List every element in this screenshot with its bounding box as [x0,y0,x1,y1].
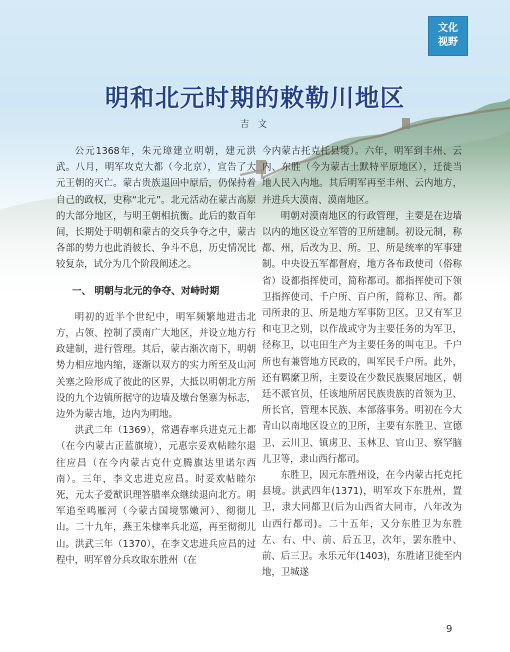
section-heading: 一、 明朝与北元的争夺、对峙时期 [72,285,220,297]
paragraph: 洪武二年（1369），常遇春率兵进克元上都（在今内蒙古正蓝旗境），元惠宗妥欢帖睦尔退往应昌（在今内蒙古克什克腾旗达里诺尔西南）。三年，李文忠进克应昌。时妥欢帖睦尔死，元太子爱猷识理答腊率众继续退向北方。明军追至鸣雁河（今蒙古国境鄂嫩河）、彻彻儿山。二十九年，燕王朱棣率兵北巡，再至彻彻儿山。洪武三年（1370），在李文忠进兵应昌的过程中，明军曾分兵攻取东胜州（在 [56,425,256,566]
right-column [262,144,462,581]
paragraph: 今内蒙古托克托县境）。六年，明军到丰州、云内、东胜（今为蒙古土默特平原地区），迁徙当地人民入内地。其后明军再至丰州、云内地方，并进兵大漠南、漠南地区。 [262,146,462,206]
page-number: 9 [446,624,453,635]
left-column [56,144,256,569]
column-badge-line-1: 文化 [438,23,458,34]
paragraph: 东胜卫，因元东胜州设，在今内蒙古托克托县境。洪武四年(1371)，明军攻下东胜州，置卫，隶大同都卫(后为山西省大同市，八年改为山西行都司)。二十五年，又分东胜卫为东胜左、右、中、前、后五卫，次年，罢东胜中、前、后三卫。永乐元年(1403)，东胜诸卫徙至内地，卫城遂 [262,470,462,579]
paragraph: 公元1368年，朱元璋建立明朝，建元洪武。八月，明军攻克大都（今北京），宣告了大元王朝的灭亡。蒙古贵族退回中原后，仍保持着自己的政权，史称“北元”。北元活动在蒙古高原的大部分地区，与明王朝相抗衡。此后的数百年间，长期处于明朝和蒙古的交兵争夺之中，蒙古各部的势力也此消彼长、争斗不息，历史情况比较复杂，试分为几个阶段阐述之。 [56,146,256,271]
column-badge [428,16,468,56]
paragraph: 明朝对漠南地区的行政管理，主要是在边墙以内的地区设立军管的卫所建制。初设元制，称都、州，后改为卫、所。卫、所是统率的军事建制。中央设五军都督府，地方各布政使司（俗称省）设都指挥使司，简称都司。都指挥使司下领卫指挥使司、千户所、百户所，简称卫、所。都司所隶的卫、所是地方军事防卫区。卫又有军卫和屯卫之别，以作战或守为主要任务的为军卫，径称卫，以屯田生产为主要任务的叫屯卫。千户所也有兼管地方民政的，叫军民千户所。此外，还有羁縻卫所，主要设在少数民族聚居地区，朝廷不派官员，任该地所居民族贵族的首领为卫、所长官，管理本民族、本部落事务。明初在今大青山以南地区设立的卫所，主要有东胜卫、宣德卫、云川卫、镇虏卫、玉林卫、官山卫、察罕脑儿卫等，隶山西行都司。 [262,210,462,465]
article-author: 吉 文 [240,120,270,130]
article-title: 明和北元时期的敕勒川地区 [105,83,405,112]
paragraph: 明初的近半个世纪中，明军频繁地进击北方，占领、控制了漠南广大地区，并设立地方行政建制，进行管理。其后，蒙古渐次南下，明朝势力相应地内缩，逐渐以双方的实力所至及山河关塞之险形成了彼此的区界，大抵以明朝北方所设的九个边镇所据守的边墙及墩台堡寨为标志，边外为蒙古地，边内为明地。 [56,311,256,421]
column-badge-line-2: 视野 [438,37,458,48]
